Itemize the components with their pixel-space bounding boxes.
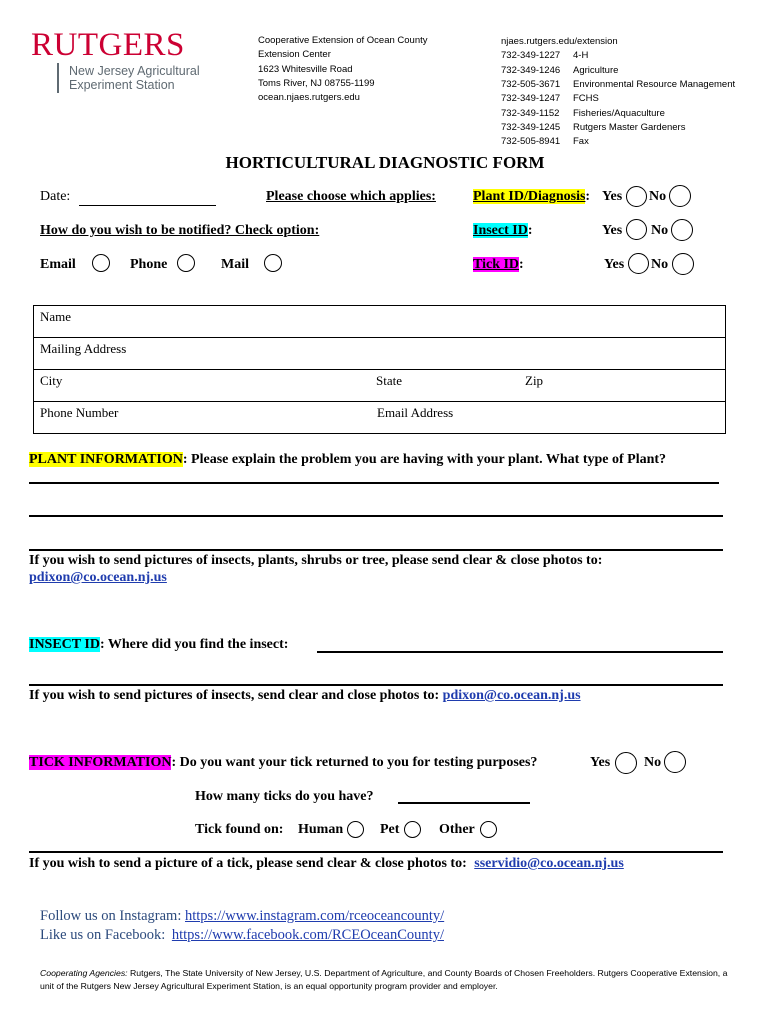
mail-option-radio[interactable] <box>264 254 282 272</box>
date-label: Date: <box>40 189 71 204</box>
department: FCHS <box>573 93 599 105</box>
mailing-address-field[interactable] <box>34 338 725 370</box>
plant-answer-line[interactable] <box>29 482 719 484</box>
tick-return-no-label: No <box>644 755 662 770</box>
name-field[interactable] <box>34 306 725 338</box>
plant-answer-line[interactable] <box>29 549 723 551</box>
contact-info-box <box>33 305 726 434</box>
department: Fax <box>573 136 589 148</box>
department: Rutgers Master Gardeners <box>573 121 686 133</box>
insect-photo-email-link[interactable]: pdixon@co.ocean.nj.us <box>442 688 581 703</box>
phone-number-label: Phone Number <box>40 405 119 420</box>
tick-count-label: How many ticks do you have? <box>195 789 374 804</box>
choose-label: Please choose which applies: <box>266 189 436 204</box>
cooperating-agencies-label: Cooperating Agencies: <box>40 968 128 978</box>
zip-label: Zip <box>525 373 544 388</box>
tick-id-no-radio[interactable] <box>672 253 694 275</box>
facebook-label: Like us on Facebook: <box>40 927 166 943</box>
tick-question: TICK INFORMATION: Do you want your tick returned to you for testing purposes? <box>29 755 538 770</box>
facebook-line <box>40 927 444 944</box>
contact-row <box>501 64 618 78</box>
contact-row <box>501 92 599 106</box>
website-text: ocean.njaes.rutgers.edu <box>258 92 360 104</box>
tick-photo-email-link[interactable]: sservidio@co.ocean.nj.us <box>474 856 624 871</box>
insect-id-label: Insect ID <box>473 223 528 238</box>
contact-row <box>501 49 588 63</box>
email-option-label: Email <box>40 257 76 272</box>
tick-human-label: Human <box>298 822 344 837</box>
contact-list <box>501 35 761 155</box>
mailing-address-label: Mailing Address <box>40 341 127 356</box>
tick-heading: TICK INFORMATION <box>29 755 172 770</box>
department: Environmental Resource Management <box>573 78 736 90</box>
phone-number: 732-349-1246 <box>501 64 561 76</box>
tick-id-label: Tick ID <box>473 257 520 272</box>
phone-number: 732-349-1245 <box>501 121 561 133</box>
email-option-radio[interactable] <box>92 254 110 272</box>
insect-id-yes-label: Yes <box>602 223 623 238</box>
plant-info-question: PLANT INFORMATION: Please explain the problem you are having with your plant. What type of Plant? <box>29 452 667 467</box>
phone-number: 732-505-8941 <box>501 136 561 148</box>
insect-id-no-label: No <box>651 223 669 238</box>
address-line: Extension Center <box>258 49 331 61</box>
state-label: State <box>376 373 402 388</box>
tick-id-yes-label: Yes <box>604 257 625 272</box>
date-input-line[interactable] <box>79 205 216 206</box>
insect-id-no-radio[interactable] <box>671 219 693 241</box>
department: Agriculture <box>573 64 619 76</box>
contact-row <box>501 107 665 121</box>
insect-id-yes-radio[interactable] <box>626 219 647 240</box>
instagram-link[interactable]: https://www.instagram.com/rceoceancounty/ <box>185 908 445 924</box>
contact-row <box>501 78 735 92</box>
tick-pet-radio[interactable] <box>404 821 421 838</box>
facebook-link[interactable]: https://www.facebook.com/RCEOceanCounty/ <box>171 927 444 943</box>
logo-rule <box>57 63 59 93</box>
plant-id-option: Plant ID/Diagnosis: <box>473 189 591 204</box>
tick-return-yes-label: Yes <box>590 755 611 770</box>
logo-wordmark: RUTGERS <box>31 27 185 63</box>
name-label: Name <box>40 309 72 324</box>
plant-id-yes-label: Yes <box>602 189 623 204</box>
tick-answer-line[interactable] <box>29 851 723 853</box>
form-title: HORTICULTURAL DIAGNOSTIC FORM <box>225 153 545 172</box>
plant-id-no-label: No <box>649 189 667 204</box>
phone-option-radio[interactable] <box>177 254 195 272</box>
phone-option-label: Phone <box>130 257 168 272</box>
plant-id-label: Plant ID/Diagnosis <box>473 189 586 204</box>
instagram-label: Follow us on Instagram: <box>40 908 182 924</box>
email-address-label: Email Address <box>377 405 454 420</box>
logo-subtitle-2: Experiment Station <box>69 78 175 92</box>
contact-row <box>501 121 685 135</box>
address-line: Toms River, NJ 08755-1199 <box>258 77 375 89</box>
department: 4-H <box>573 50 589 62</box>
phone-number: 732-349-1227 <box>501 50 561 62</box>
insect-answer-line[interactable] <box>29 684 723 686</box>
tick-other-label: Other <box>439 822 475 837</box>
tick-photo-instructions: If you wish to send a picture of a tick, please send clear & close photos to: sservidio@co.ocean.nj.us <box>29 856 624 871</box>
cooperating-agencies-text: Rutgers, The State University of New Jersey, U.S. Department of Agriculture, and County Boards of Chosen Freeholders. Rutgers Cooperative Extension, a unit of the Rutgers New Jersey Agricultural Experiment Station, is an equal opportunity program provider and employer. <box>40 968 728 991</box>
phone-number: 732-505-3671 <box>501 78 561 90</box>
rutgers-logo <box>31 27 200 92</box>
insect-heading: INSECT ID <box>29 637 100 652</box>
office-address <box>258 34 428 105</box>
phone-number: 732-349-1247 <box>501 93 561 105</box>
mail-option-label: Mail <box>221 257 249 272</box>
tick-return-no-radio[interactable] <box>664 751 686 773</box>
insect-id-option: Insect ID: <box>473 223 533 238</box>
instagram-line <box>40 908 444 925</box>
tick-pet-label: Pet <box>380 822 400 837</box>
insect-photo-instructions: If you wish to send pictures of insects, send clear and close photos to: pdixon@co.ocean.nj.us <box>29 688 581 703</box>
footer-disclaimer <box>40 967 730 992</box>
contact-row <box>501 135 589 149</box>
plant-photo-instructions: If you wish to send pictures of insects, plants, shrubs or tree, please send clear & close photos to: <box>29 553 603 568</box>
tick-human-radio[interactable] <box>347 821 364 838</box>
department: Fisheries/Aquaculture <box>573 107 665 119</box>
plant-photo-email-link[interactable]: pdixon@co.ocean.nj.us <box>29 570 167 585</box>
tick-id-no-label: No <box>651 257 669 272</box>
address-line: Cooperative Extension of Ocean County <box>258 35 428 46</box>
address-line: 1623 Whitesville Road <box>258 63 353 75</box>
phone-number: 732-349-1152 <box>501 107 560 119</box>
tick-id-yes-radio[interactable] <box>628 253 649 274</box>
tick-count-input-line[interactable] <box>398 802 530 804</box>
logo-subtitle-1: New Jersey Agricultural <box>69 64 200 78</box>
tick-id-option: Tick ID: <box>473 257 524 272</box>
plant-id-no-radio[interactable] <box>669 185 691 207</box>
phone-email-row[interactable] <box>34 402 725 434</box>
plant-info-heading: PLANT INFORMATION <box>29 452 183 467</box>
plant-answer-line[interactable] <box>29 515 723 517</box>
city-label: City <box>40 373 63 388</box>
insect-question: INSECT ID: Where did you find the insect: <box>29 637 289 652</box>
tick-return-yes-radio[interactable] <box>615 752 637 774</box>
insect-location-line[interactable] <box>317 651 723 653</box>
notify-label: How do you wish to be notified? Check option: <box>40 223 320 238</box>
tick-found-on-label: Tick found on: <box>195 822 284 837</box>
tick-other-radio[interactable] <box>480 821 497 838</box>
plant-id-yes-radio[interactable] <box>626 186 647 207</box>
extension-website: njaes.rutgers.edu/extension <box>501 36 618 47</box>
city-state-zip-row[interactable] <box>34 370 725 402</box>
